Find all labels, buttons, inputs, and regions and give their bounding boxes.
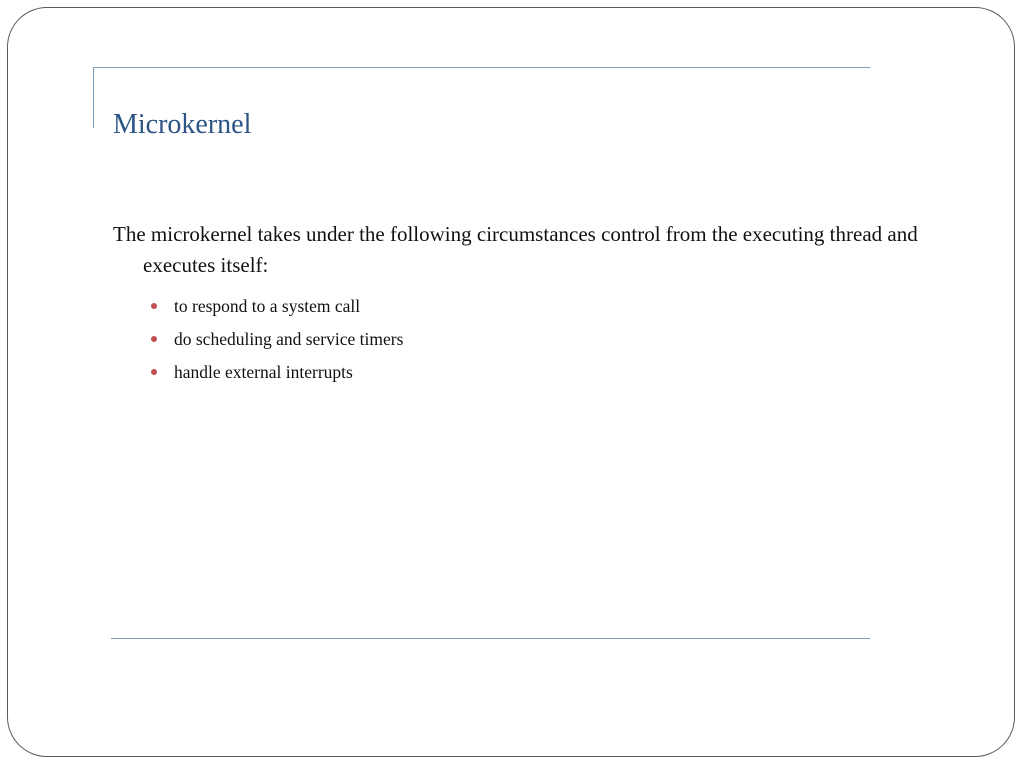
bullet-list [113,290,993,389]
bullet-item [113,356,993,389]
bullet-dot-icon [151,336,157,342]
top-rule [93,67,870,68]
left-rule [93,67,94,128]
bullet-text: do scheduling and service timers [174,329,404,349]
bullet-item [113,290,993,323]
slide-body [113,219,993,389]
bullet-dot-icon [151,303,157,309]
bullet-text: handle external interrupts [174,362,353,382]
bullet-text: to respond to a system call [174,296,361,316]
bottom-rule [111,638,870,639]
bullet-dot-icon [151,369,157,375]
intro-paragraph: The microkernel takes under the following circumstances control from the executing thread and executes itself: [113,222,918,277]
bullet-item [113,323,993,356]
slide-title: Microkernel [113,109,252,140]
